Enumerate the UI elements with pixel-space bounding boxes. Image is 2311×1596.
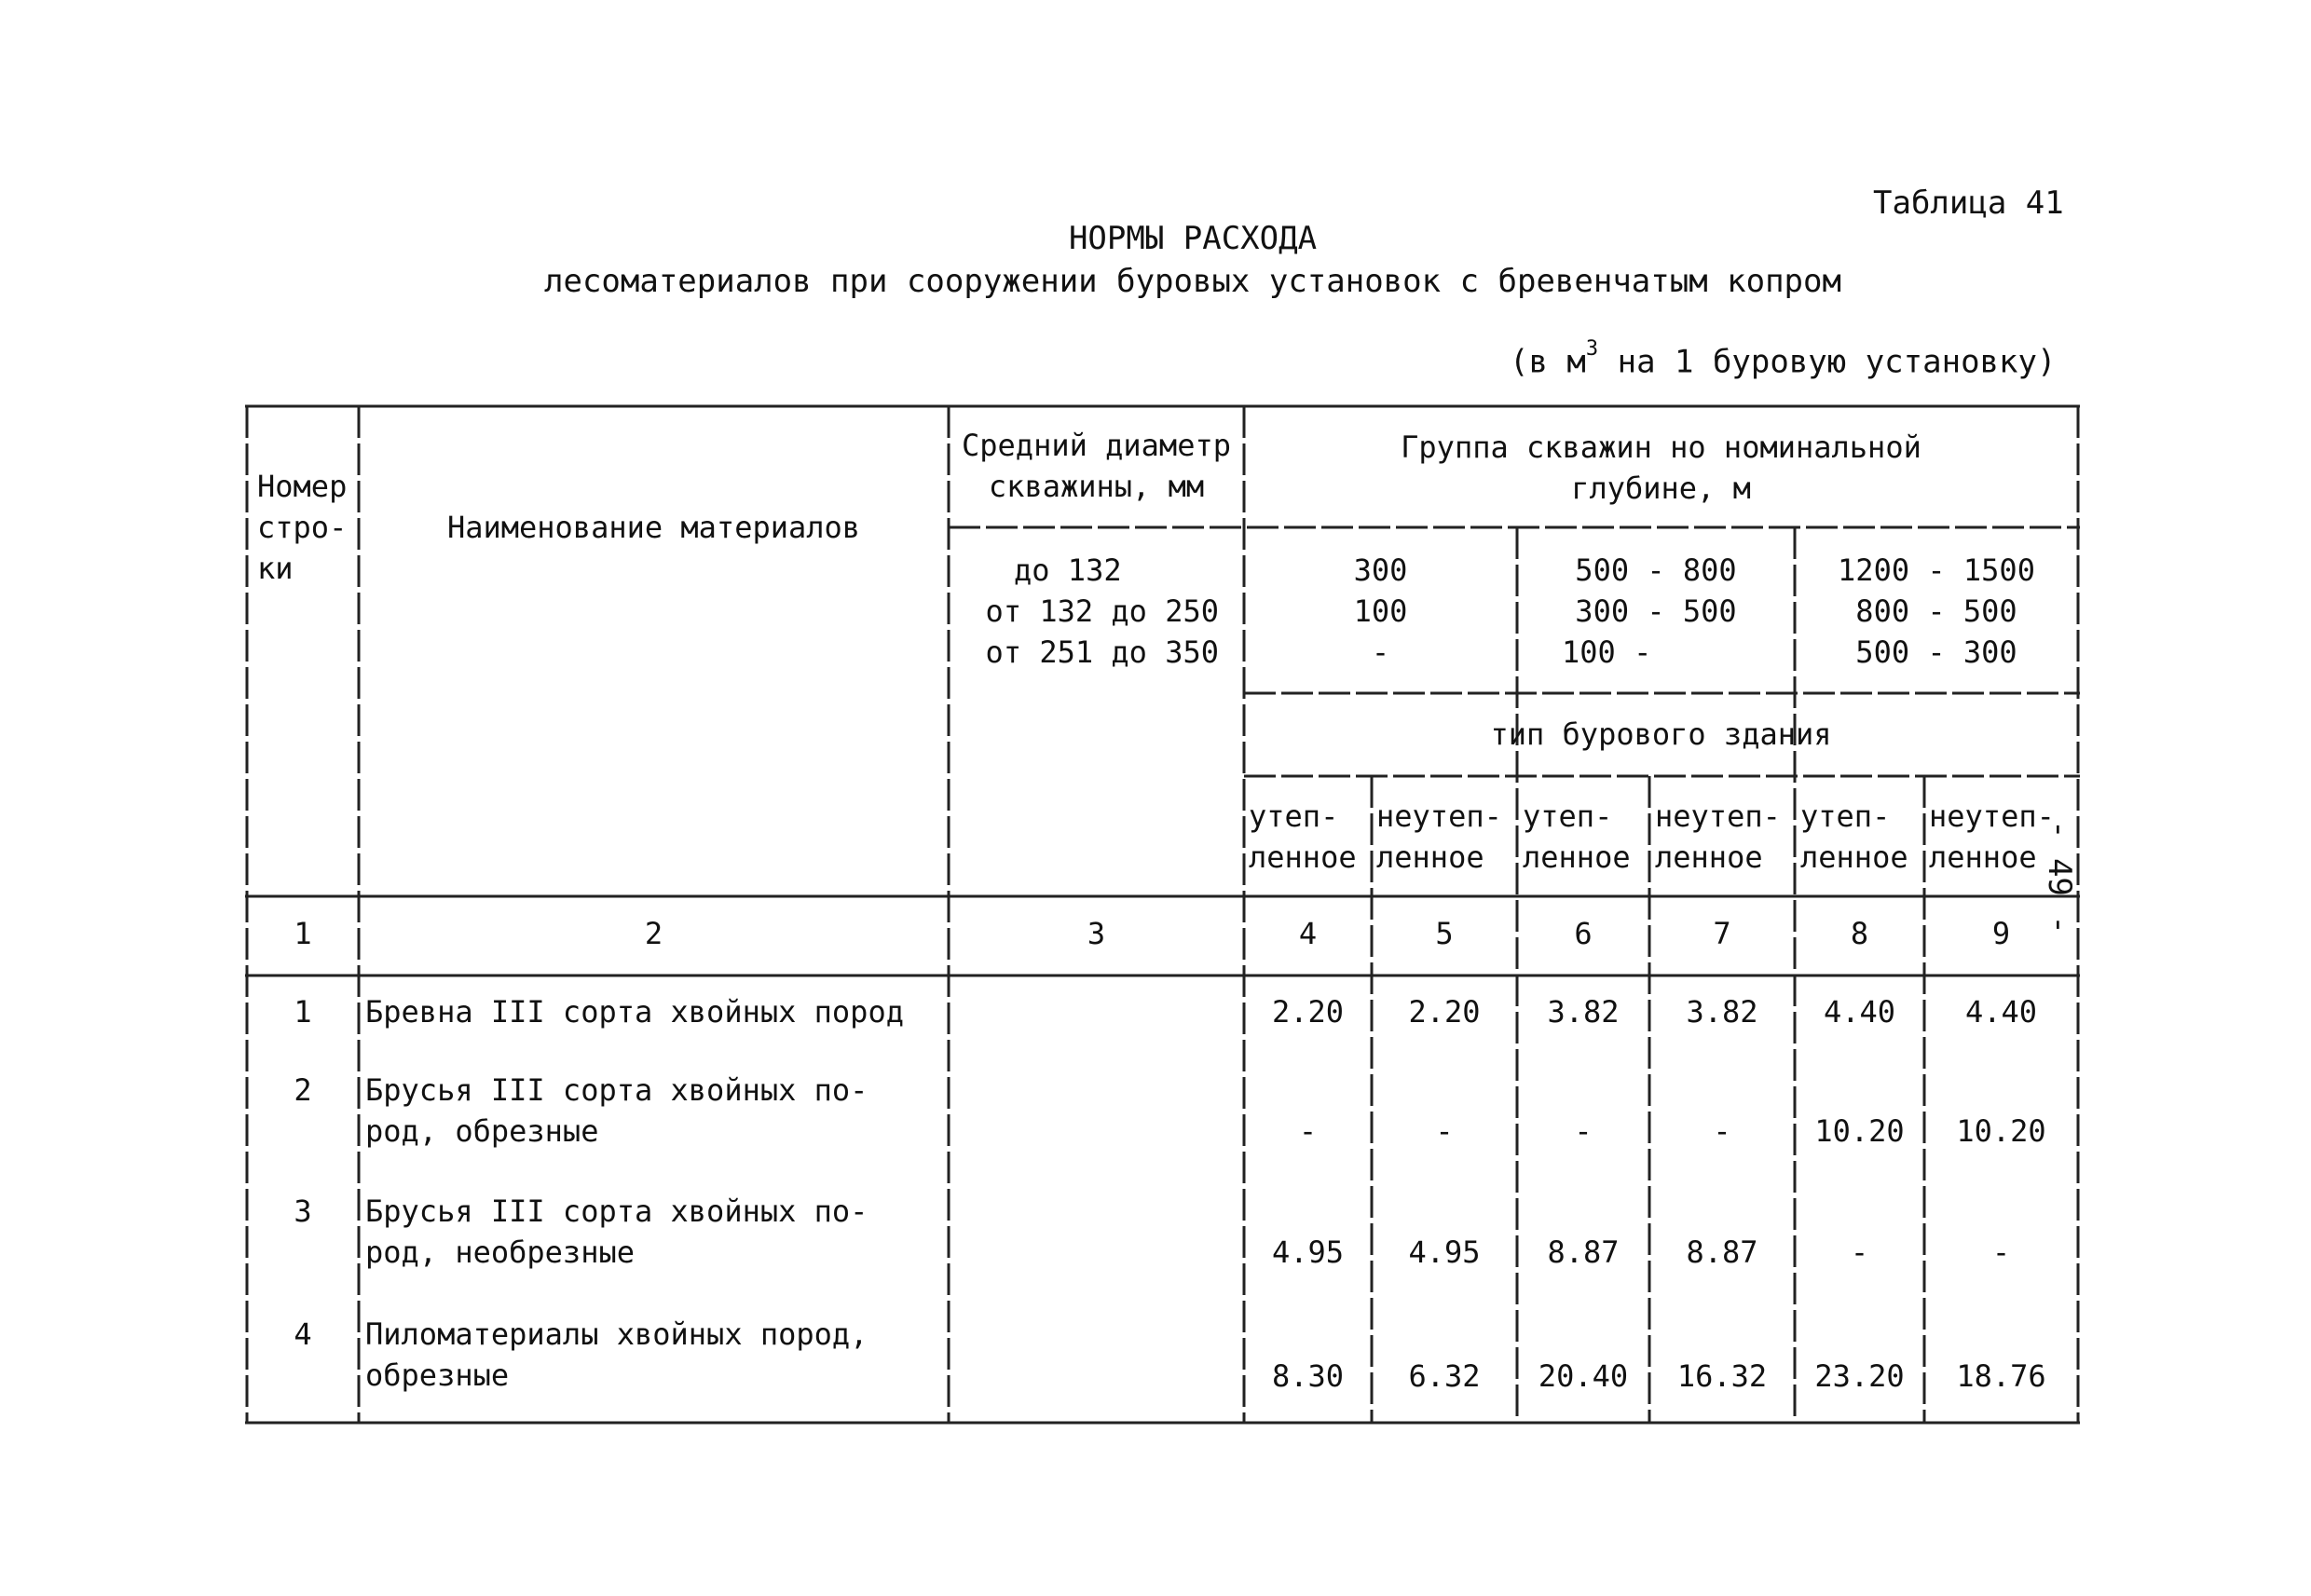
material-name: Брусья III сорта хвойных по- род, необрезные — [365, 1194, 868, 1270]
value-cell: 3.82 — [1547, 994, 1620, 1030]
header-material: Наименование материалов — [446, 510, 861, 545]
column-number: 1 — [294, 916, 312, 951]
value-cell: 8.30 — [1271, 1358, 1345, 1394]
column-number: 3 — [1087, 916, 1106, 951]
value-cell: 4.40 — [1964, 994, 2038, 1030]
material-name: Брусья III сорта хвойных по- род, обрезные — [365, 1072, 868, 1149]
value-cell: 2.20 — [1408, 994, 1481, 1030]
value-cell: - — [1713, 1113, 1731, 1149]
subheader-uninsulated-3: неутеп- ленное — [1929, 798, 2055, 875]
column-number: 2 — [644, 916, 663, 951]
value-cell: - — [1298, 1113, 1318, 1149]
table-number: Таблица 41 — [1873, 184, 2064, 222]
subheader-insulated-1: утеп- ленное — [1249, 798, 1357, 875]
header-diameter: Средний диаметр скважины, мм — [962, 428, 1231, 504]
value-cell: 20.40 — [1538, 1358, 1629, 1394]
header-building-type: тип бурового здания — [1490, 716, 1832, 752]
value-cell: 10.20 — [1814, 1113, 1905, 1149]
row-number: 3 — [294, 1194, 312, 1229]
column-number: 4 — [1298, 916, 1318, 951]
depth-group-3: 1200 - 1500 800 - 500 500 - 300 — [1838, 552, 2035, 670]
header-row-no: Номер стро- ки — [257, 469, 348, 586]
page-number: - 49 - — [2041, 820, 2078, 934]
depth-group-1: 300 100 - — [1353, 552, 1408, 670]
value-cell: 8.87 — [1686, 1235, 1758, 1270]
units-note: (в $м^3$ на 1 буровую установку) — [1510, 337, 2057, 381]
table-subtitle: лесоматериалов при сооружении буровых установок с бревенчатым копром — [544, 263, 1841, 300]
row-number: 2 — [294, 1072, 312, 1108]
depth-group-2: 500 - 800 300 - 500 100 - — [1562, 552, 1737, 670]
column-number: 5 — [1435, 916, 1454, 951]
table-title: НОРМЫ РАСХОДА — [1068, 220, 1318, 257]
diameter-values: до 132 от 132 до 250 от 251 до 350 — [985, 552, 1219, 670]
header-depth-group: Группа скважин но номинальной глубине, м — [1401, 430, 1921, 506]
value-cell: 4.40 — [1823, 994, 1896, 1030]
value-cell: - — [1435, 1113, 1454, 1149]
value-cell: 3.82 — [1686, 994, 1758, 1030]
value-cell: 16.32 — [1676, 1358, 1768, 1394]
value-cell: 2.20 — [1271, 994, 1345, 1030]
value-cell: - — [1574, 1113, 1593, 1149]
value-cell: 23.20 — [1814, 1358, 1905, 1394]
value-cell: - — [1991, 1235, 2011, 1270]
subheader-uninsulated-2: неутеп- ленное — [1655, 798, 1781, 875]
value-cell: 6.32 — [1408, 1358, 1481, 1394]
units-superscript: 3 — [1585, 337, 1599, 361]
column-number: 9 — [1991, 916, 2011, 951]
column-number: 6 — [1574, 916, 1593, 951]
value-cell: 4.95 — [1408, 1235, 1481, 1270]
subheader-insulated-2: утеп- ленное — [1523, 798, 1631, 875]
material-name: Бревна III сорта хвойных пород — [365, 994, 904, 1030]
row-number: 1 — [294, 994, 312, 1030]
subheader-insulated-3: утеп- ленное — [1800, 798, 1908, 875]
row-number: 4 — [294, 1316, 312, 1352]
column-number: 7 — [1713, 916, 1731, 951]
value-cell: - — [1850, 1235, 1869, 1270]
subheader-uninsulated-1: неутеп- ленное — [1376, 798, 1502, 875]
material-name: Пиломатериалы хвойных пород, обрезные — [365, 1316, 868, 1393]
value-cell: 4.95 — [1271, 1235, 1345, 1270]
value-cell: 18.76 — [1956, 1358, 2046, 1394]
value-cell: 8.87 — [1547, 1235, 1620, 1270]
value-cell: 10.20 — [1956, 1113, 2046, 1149]
column-number: 8 — [1850, 916, 1869, 951]
